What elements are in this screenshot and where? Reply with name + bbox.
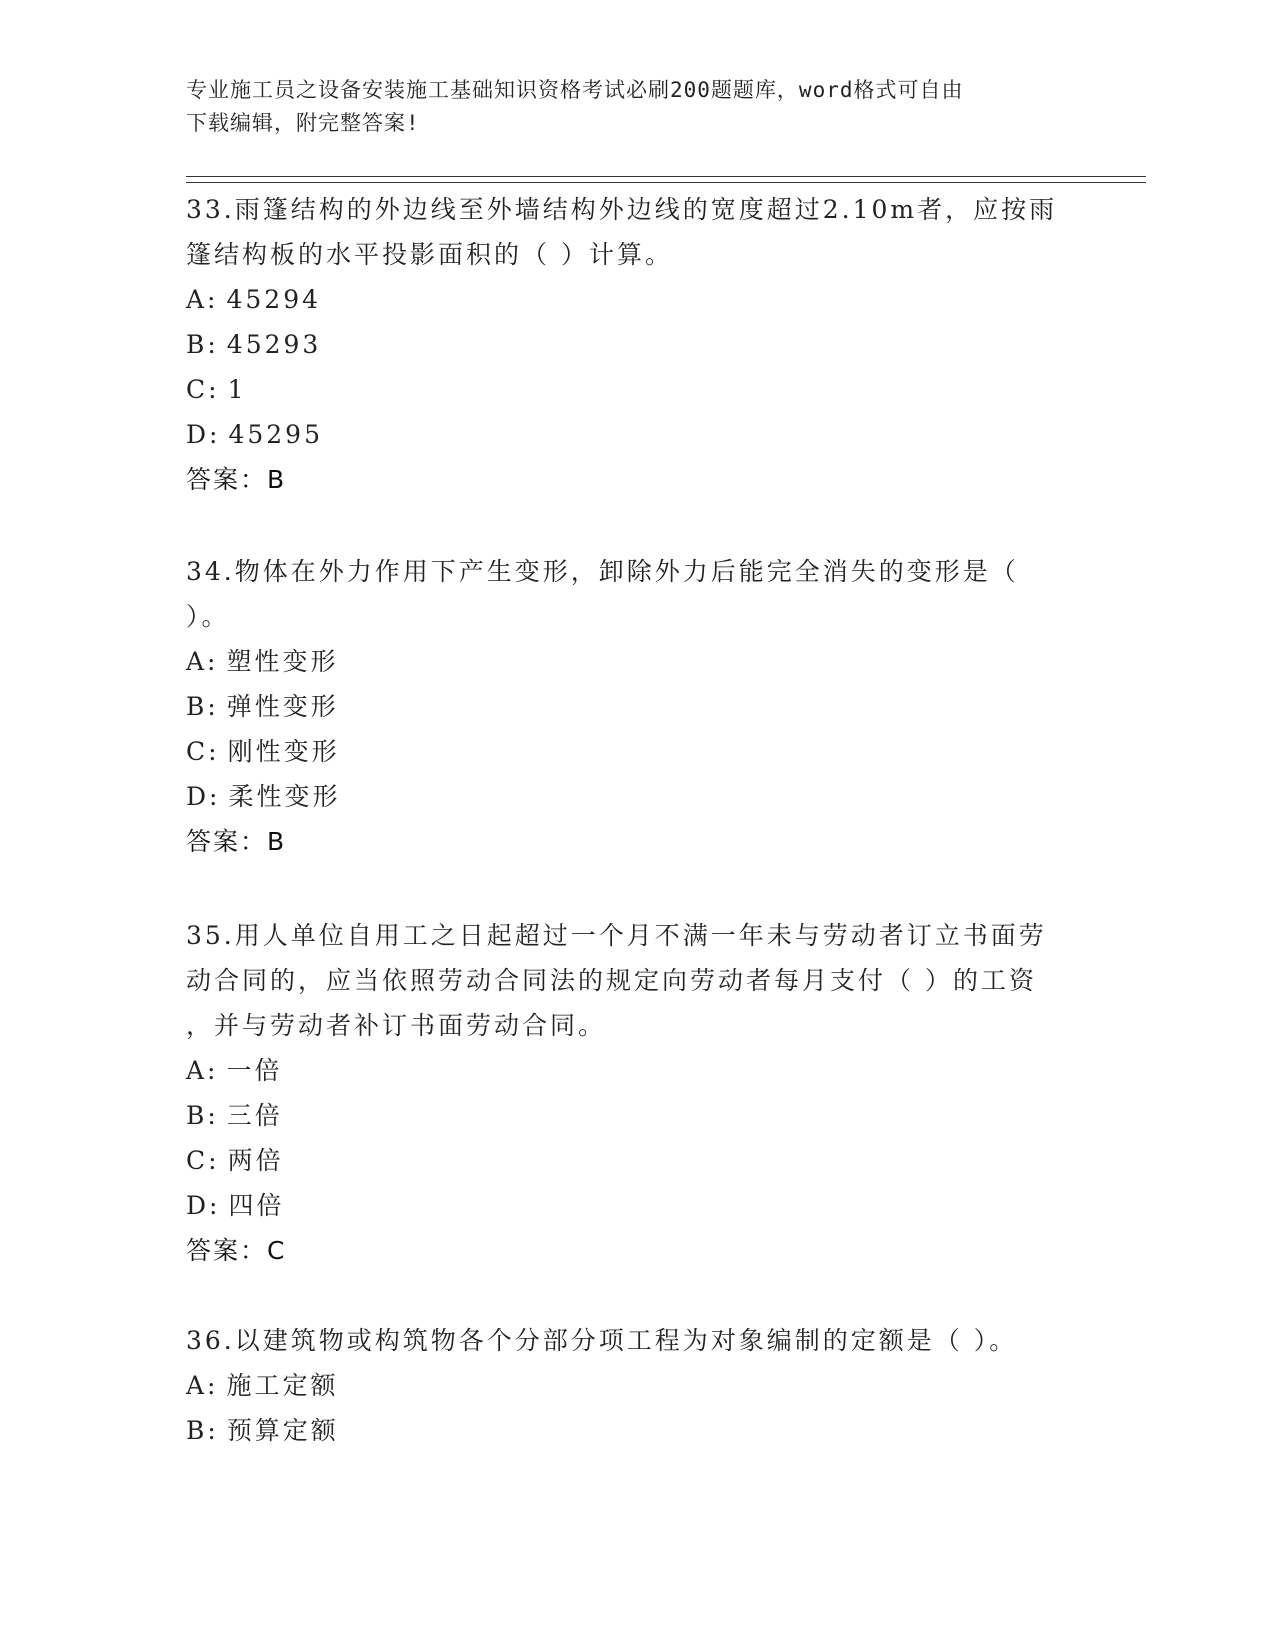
option-d	[186, 774, 1066, 819]
option-d	[186, 412, 1066, 457]
stem-line: 33.雨篷结构的外边线至外墙结构外边线的宽度超过2.10m者，应按雨	[186, 195, 1058, 224]
option-key: C:	[186, 375, 220, 404]
header-divider-bottom	[186, 182, 1146, 183]
stem-line: 35.用人单位自用工之日起超过一个月不满一年未与劳动者订立书面劳	[186, 921, 1047, 950]
question-35	[186, 913, 1066, 1273]
document-header	[186, 74, 1066, 140]
option-a	[186, 1363, 1066, 1408]
header-line-1: 专业施工员之设备安装施工基础知识资格考试必刷200题题库，word格式可自由	[186, 78, 964, 102]
option-a	[186, 639, 1066, 684]
option-b	[186, 1093, 1066, 1138]
option-text: 45295	[228, 420, 323, 449]
question-34	[186, 549, 1066, 864]
option-key: B:	[186, 1101, 219, 1130]
option-key: B:	[186, 1416, 219, 1445]
option-text: 刚性变形	[227, 737, 340, 766]
option-key: B:	[186, 692, 219, 721]
option-b	[186, 1408, 1066, 1453]
option-text: 两倍	[227, 1146, 284, 1175]
option-a	[186, 277, 1066, 322]
option-key: D:	[186, 782, 221, 811]
header-line-2: 下载编辑，附完整答案!	[186, 111, 420, 135]
option-text: 塑性变形	[226, 647, 339, 676]
question-stem	[186, 187, 1066, 277]
option-text: 45294	[226, 285, 322, 314]
question-33	[186, 187, 1066, 502]
option-text: 1	[227, 375, 247, 404]
stem-line: 篷结构板的水平投影面积的（ ）计算。	[186, 240, 673, 269]
option-c	[186, 1138, 1066, 1183]
option-text: 一倍	[226, 1056, 283, 1085]
option-text: 柔性变形	[228, 782, 341, 811]
stem-line: 动合同的，应当依照劳动合同法的规定向劳动者每月支付（ ）的工资	[186, 966, 1037, 995]
option-c	[186, 367, 1066, 412]
answer-line: 答案：C	[186, 1236, 287, 1265]
option-text: 三倍	[226, 1101, 283, 1130]
option-c	[186, 729, 1066, 774]
stem-line: ）。	[186, 602, 230, 631]
stem-line: 34.物体在外力作用下产生变形，卸除外力后能完全消失的变形是（	[186, 557, 1019, 586]
stem-line: ，并与劳动者补订书面劳动合同。	[186, 1011, 607, 1040]
option-key: C:	[186, 737, 220, 766]
option-key: A:	[186, 285, 219, 314]
option-text: 施工定额	[226, 1371, 339, 1400]
option-key: D:	[186, 1191, 221, 1220]
option-key: B:	[186, 330, 219, 359]
question-stem	[186, 549, 1066, 639]
option-text: 弹性变形	[226, 692, 339, 721]
option-key: C:	[186, 1146, 220, 1175]
question-stem	[186, 913, 1066, 1048]
stem-line: 36.以建筑物或构筑物各个分部分项工程为对象编制的定额是（ ）。	[186, 1326, 1018, 1355]
option-key: A:	[186, 1371, 219, 1400]
option-text: 45293	[226, 330, 322, 359]
option-b	[186, 684, 1066, 729]
option-key: A:	[186, 647, 219, 676]
header-divider-top	[186, 176, 1146, 177]
option-a	[186, 1048, 1066, 1093]
option-d	[186, 1183, 1066, 1228]
answer-line: 答案：B	[186, 827, 287, 856]
question-stem	[186, 1318, 1066, 1363]
option-text: 预算定额	[226, 1416, 339, 1445]
option-key: D:	[186, 420, 221, 449]
option-key: A:	[186, 1056, 219, 1085]
option-b	[186, 322, 1066, 367]
answer-line: 答案：B	[186, 465, 287, 494]
question-36	[186, 1318, 1066, 1453]
option-text: 四倍	[228, 1191, 285, 1220]
